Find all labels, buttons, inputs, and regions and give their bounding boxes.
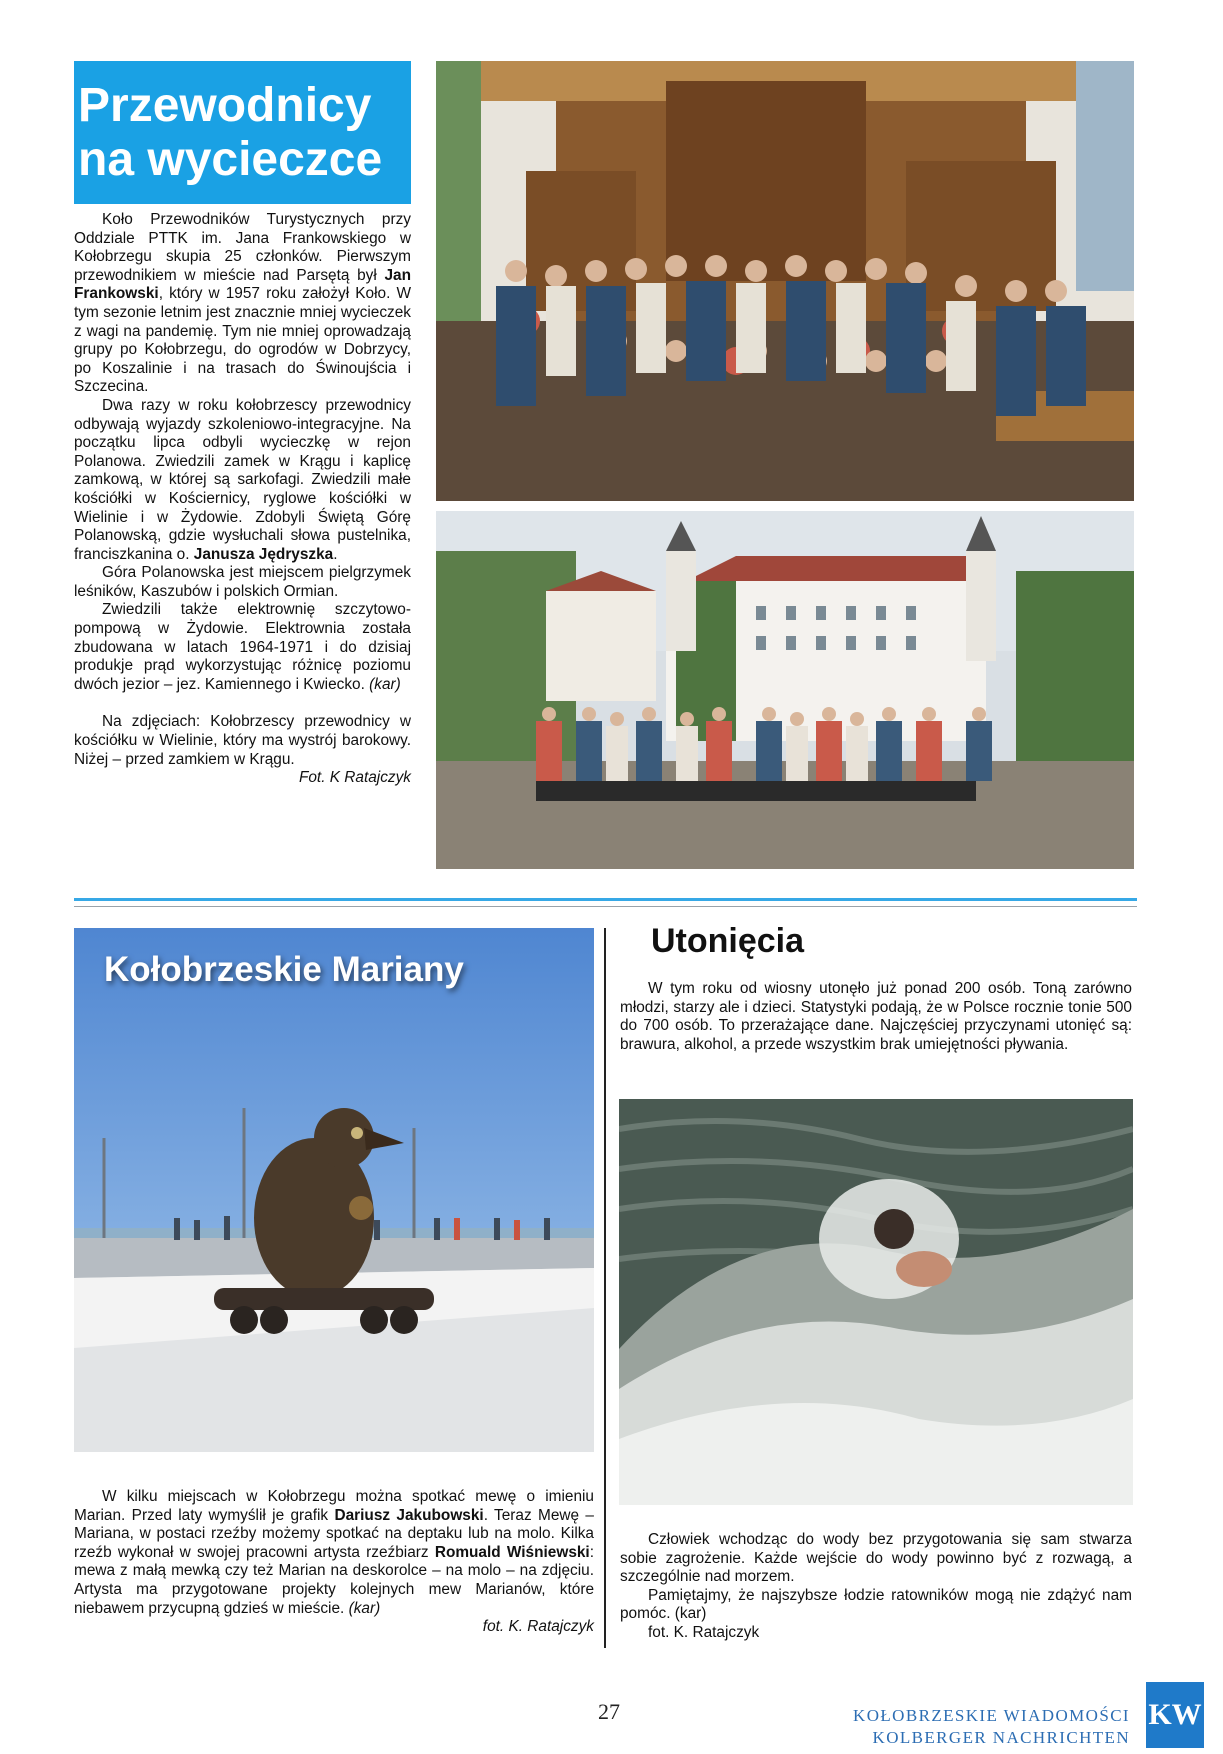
article3-title: Utonięcia bbox=[651, 922, 805, 960]
article1-title-box bbox=[74, 61, 411, 204]
section-divider-thin bbox=[74, 906, 1137, 907]
article3-paragraph: Człowiek wchodząc do wody bez przygotowania się sam stwarza sobie zagrożenie. Każde wejście do wody powinno być z rozwagą, a szczególnie nad morzem. bbox=[620, 1531, 1132, 1586]
photo-credit: fot. K. Ratajczyk bbox=[648, 1623, 760, 1641]
photo-credit: fot. K. Ratajczyk bbox=[482, 1618, 594, 1636]
kw-logo: KW bbox=[1146, 1682, 1204, 1748]
photo-caption: Na zdjęciach: Kołobrzescy przewodnicy w kościółku w Wielinie, który ma wystrój barokowy. Niżej – przed zamkiem w Krągu. bbox=[74, 713, 411, 768]
person-name: Janusza Jędryszka bbox=[193, 545, 334, 563]
article2-title: Kołobrzeskie Mariany bbox=[104, 950, 464, 989]
article1-body bbox=[74, 211, 411, 788]
person-name: Romuald Wiśniewski bbox=[434, 1543, 590, 1561]
photo-credit: Fot. K Ratajczyk bbox=[298, 769, 411, 787]
article1-title-line2: na wycieczce bbox=[78, 133, 383, 186]
castle-group-photo bbox=[436, 511, 1134, 869]
article3-paragraph: Pamiętajmy, że najszybsze łodzie ratowników mogą nie zdążyć nam pomóc. (kar) bbox=[620, 1586, 1132, 1623]
article2-paragraph: W kilku miejscach w Kołobrzegu można spotkać mewę o imieniu Marian. Przed laty wymyślił je grafik Dariusz Jakubowski. Teraz Mewę – Mariana, w postaci rzeźby możemy spotkać na deptaku lub na molo. Kilka rzeźb wykonał w swojej pracowni artysta rzeźbiarz Romuald Wiśniewski: mewa z małą mewką czy też Marian na deskorolce – na molo – na zdjęciu. Artysta ma przygotowane projekty kolejnych mew Marianów, które niebawem przycupną gdzieś w mieście. (kar) bbox=[74, 1488, 594, 1617]
swimmer-waves-photo bbox=[619, 1099, 1133, 1505]
article3-paragraph: W tym roku od wiosny utonęło już ponad 200 osób. Toną zarówno młodzi, starzy ale i dzieci. Statystyki podają, że w Polsce rocznie tonie 500 do 700 osób. To przerażające dane. Najczęściej przyczynami utonięć są: brawura, alkohol, a przede wszystkim brak umiejętności pływania. bbox=[620, 980, 1132, 1053]
person-name: Jan Frankowski bbox=[74, 266, 411, 303]
article1-paragraph: Dwa razy w roku kołobrzescy przewodnicy odbywają wyjazdy szkoleniowo-integracyjne. Na początku lipca odbyli wycieczkę w rejon Polanowa. Zwiedzili zamek w Krągu i kaplicę zamkową, w której są sarkofagi. Zwiedzili małe kościółki w Kościernicy, ryglowe kościółki w Wielinie i w Żydowie. Zdobyli Świętą Górę Polanowską, gdzie wysłuchali słowa pustelnika, franciszkanina o. Janusza Jędryszka. bbox=[74, 396, 411, 563]
article3-intro bbox=[620, 980, 1132, 1054]
article1-paragraph: Koło Przewodników Turystycznych przy Oddziale PTTK im. Jana Frankowskiego w Kołobrzegu skupia 25 członków. Pierwszym przewodnikiem w mieście nad Parsętą był Jan Frankowski, który w 1957 roku założył Koło. W tym sezonie letnim jest znacznie mniej wycieczek z wagi na pandemię. Tym nie mniej oprowadzają grupy po Kołobrzegu, do ogrodów w Dobrzycy, po Koszalinie i na trasach do Świnoujścia i Szczecina. bbox=[74, 211, 411, 396]
article1-paragraph: Zwiedzili także elektrownię szczytowo-pompową w Żydowie. Elektrownia została zbudowana w latach 1964-1971 i do dzisiaj produkje prąd wykorzystując różnicę poziomu dwóch jezior – jez. Kamiennego i Kwiecko. (kar) bbox=[74, 601, 411, 693]
church-group-photo bbox=[436, 61, 1134, 501]
publication-name: KOŁOBRZESKIE WIADOMOŚCI KOLBERGER NACHRICHTEN bbox=[853, 1706, 1130, 1747]
article1-paragraph: Góra Polanowska jest miejscem pielgrzymek leśników, Kaszubów i polskich Ormian. bbox=[74, 564, 411, 600]
article1-title-line1: Przewodnicy bbox=[78, 79, 372, 132]
seagull-sculpture-photo bbox=[74, 928, 594, 1452]
article3-body bbox=[620, 1531, 1132, 1643]
article2-body bbox=[74, 1488, 594, 1637]
page-number: 27 bbox=[598, 1699, 620, 1724]
section-divider bbox=[74, 898, 1137, 901]
person-name: Dariusz Jakubowski bbox=[334, 1506, 484, 1524]
column-rule bbox=[604, 928, 606, 1648]
